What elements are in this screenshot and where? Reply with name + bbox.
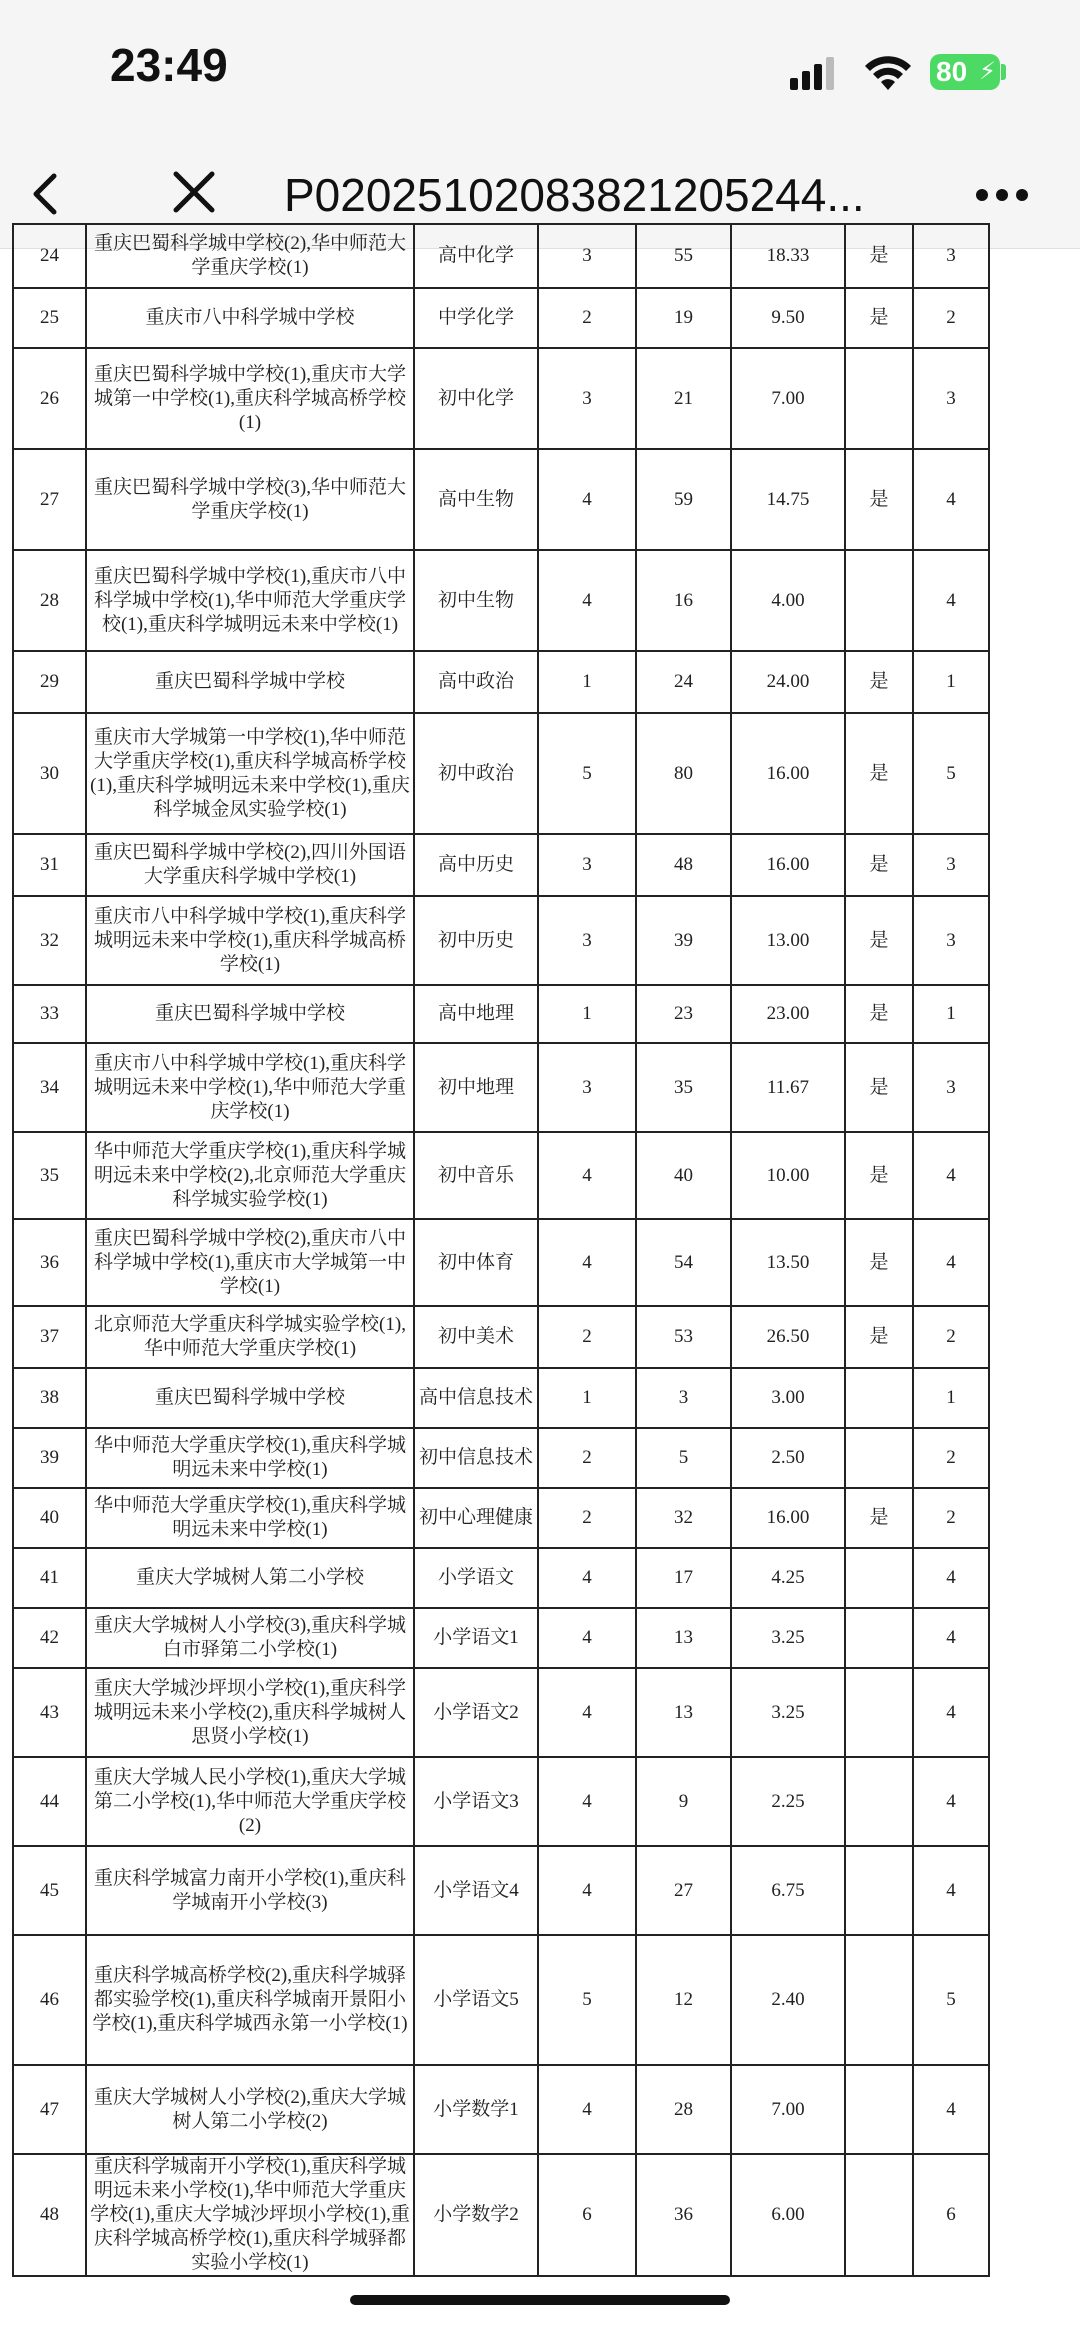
table-row	[13, 1428, 989, 1488]
positions-cell: 4	[538, 1757, 636, 1846]
row-number-cell: 39	[13, 1428, 86, 1488]
subject-cell: 初中历史	[414, 896, 538, 985]
ratio-cell: 14.75	[731, 449, 845, 550]
subject-cell: 高中化学	[414, 224, 538, 288]
applicants-cell: 13	[636, 1608, 731, 1668]
subject-cell: 初中化学	[414, 348, 538, 449]
positions-cell: 4	[538, 1132, 636, 1219]
subject-cell: 初中生物	[414, 550, 538, 651]
ratio-cell: 4.25	[731, 1548, 845, 1608]
charging-bolt-icon: ⚡	[979, 58, 996, 85]
school-list-cell: 重庆巴蜀科学城中学校(3),华中师范大学重庆学校(1)	[86, 449, 414, 550]
subject-cell: 高中信息技术	[414, 1368, 538, 1428]
competition-flag-cell	[845, 2154, 913, 2276]
hire-count-cell: 4	[913, 1132, 989, 1219]
row-number-cell: 26	[13, 348, 86, 449]
school-list-cell: 重庆大学城人民小学校(1),重庆大学城第二小学校(1),华中师范大学重庆学校(2)	[86, 1757, 414, 1846]
status-time: 23:49	[110, 39, 228, 91]
ratio-cell: 11.67	[731, 1043, 845, 1132]
school-list-cell: 重庆大学城沙坪坝小学校(1),重庆科学城明远未来小学校(2),重庆科学城树人思贤小学校(1)	[86, 1668, 414, 1757]
applicants-cell: 80	[636, 713, 731, 834]
page-title: P0202510208382120524​4...	[284, 169, 865, 221]
positions-cell: 4	[538, 1846, 636, 1935]
hire-count-cell: 1	[913, 1368, 989, 1428]
row-number-cell: 24	[13, 224, 86, 288]
subject-cell: 高中历史	[414, 834, 538, 896]
hire-count-cell: 4	[913, 449, 989, 550]
competition-flag-cell	[845, 1548, 913, 1608]
competition-flag-cell: 是	[845, 713, 913, 834]
applicants-cell: 3	[636, 1368, 731, 1428]
row-number-cell: 32	[13, 896, 86, 985]
row-number-cell: 29	[13, 651, 86, 713]
positions-cell: 5	[538, 1935, 636, 2065]
table-row	[13, 2154, 989, 2276]
subject-cell: 初中音乐	[414, 1132, 538, 1219]
row-number-cell: 42	[13, 1608, 86, 1668]
hire-count-cell: 3	[913, 348, 989, 449]
ratio-cell: 23.00	[731, 985, 845, 1043]
school-list-cell: 重庆市八中科学城中学校(1),重庆科学城明远未来中学校(1),华中师范大学重庆学校(1)	[86, 1043, 414, 1132]
row-number-cell: 43	[13, 1668, 86, 1757]
competition-flag-cell: 是	[845, 896, 913, 985]
subject-cell: 初中信息技术	[414, 1428, 538, 1488]
subject-cell: 小学语文4	[414, 1846, 538, 1935]
applicants-cell: 5	[636, 1428, 731, 1488]
table-row	[13, 985, 989, 1043]
school-list-cell: 重庆巴蜀科学城中学校	[86, 985, 414, 1043]
status-bar	[0, 0, 1080, 140]
competition-flag-cell: 是	[845, 1488, 913, 1548]
competition-flag-cell	[845, 1368, 913, 1428]
subject-cell: 小学数学1	[414, 2065, 538, 2154]
school-list-cell: 重庆科学城高桥学校(2),重庆科学城驿都实验学校(1),重庆科学城南开景阳小学校(1),重庆科学城西永第一小学校(1)	[86, 1935, 414, 2065]
subject-cell: 小学语文	[414, 1548, 538, 1608]
hire-count-cell: 4	[913, 1219, 989, 1306]
school-list-cell: 华中师范大学重庆学校(1),重庆科学城明远未来中学校(1)	[86, 1488, 414, 1548]
row-number-cell: 25	[13, 288, 86, 348]
positions-cell: 4	[538, 449, 636, 550]
school-list-cell: 重庆市八中科学城中学校(1),重庆科学城明远未来中学校(1),重庆科学城高桥学校(1)	[86, 896, 414, 985]
table-row	[13, 896, 989, 985]
school-list-cell: 重庆科学城富力南开小学校(1),重庆科学城南开小学校(3)	[86, 1846, 414, 1935]
row-number-cell: 31	[13, 834, 86, 896]
applicants-cell: 23	[636, 985, 731, 1043]
table-row	[13, 1935, 989, 2065]
applicants-cell: 53	[636, 1306, 731, 1368]
ratio-cell: 16.00	[731, 834, 845, 896]
subject-cell: 小学语文1	[414, 1608, 538, 1668]
row-number-cell: 41	[13, 1548, 86, 1608]
competition-flag-cell: 是	[845, 1219, 913, 1306]
hire-count-cell: 2	[913, 288, 989, 348]
subject-cell: 高中生物	[414, 449, 538, 550]
positions-cell: 4	[538, 2065, 636, 2154]
school-list-cell: 华中师范大学重庆学校(1),重庆科学城明远未来中学校(2),北京师范大学重庆科学城实验学校(1)	[86, 1132, 414, 1219]
competition-flag-cell: 是	[845, 985, 913, 1043]
hire-count-cell: 3	[913, 1043, 989, 1132]
positions-cell: 1	[538, 651, 636, 713]
subject-cell: 初中地理	[414, 1043, 538, 1132]
school-list-cell: 重庆巴蜀科学城中学校	[86, 1368, 414, 1428]
ratio-cell: 16.00	[731, 1488, 845, 1548]
ratio-cell: 7.00	[731, 348, 845, 449]
table-row	[13, 1846, 989, 1935]
ratio-cell: 10.00	[731, 1132, 845, 1219]
row-number-cell: 37	[13, 1306, 86, 1368]
positions-cell: 1	[538, 985, 636, 1043]
ratio-cell: 4.00	[731, 550, 845, 651]
table-row	[13, 288, 989, 348]
positions-cell: 2	[538, 1306, 636, 1368]
document-viewer[interactable]	[0, 233, 1080, 2337]
hire-count-cell: 3	[913, 896, 989, 985]
table-row	[13, 1548, 989, 1608]
cellular-signal-icon	[788, 56, 838, 92]
hire-count-cell: 6	[913, 2154, 989, 2276]
applicants-cell: 17	[636, 1548, 731, 1608]
school-list-cell: 重庆大学城树人小学校(2),重庆大学城树人第二小学校(2)	[86, 2065, 414, 2154]
competition-flag-cell: 是	[845, 1043, 913, 1132]
applicants-cell: 16	[636, 550, 731, 651]
row-number-cell: 46	[13, 1935, 86, 2065]
row-number-cell: 30	[13, 713, 86, 834]
applicants-cell: 9	[636, 1757, 731, 1846]
subject-cell: 初中美术	[414, 1306, 538, 1368]
school-list-cell: 华中师范大学重庆学校(1),重庆科学城明远未来中学校(1)	[86, 1428, 414, 1488]
ratio-cell: 16.00	[731, 713, 845, 834]
subject-cell: 高中地理	[414, 985, 538, 1043]
table-row	[13, 1219, 989, 1306]
table-row	[13, 224, 989, 288]
hire-count-cell: 4	[913, 1548, 989, 1608]
applicants-cell: 32	[636, 1488, 731, 1548]
applicants-cell: 28	[636, 2065, 731, 2154]
school-list-cell: 北京师范大学重庆科学城实验学校(1),华中师范大学重庆学校(1)	[86, 1306, 414, 1368]
hire-count-cell: 5	[913, 1935, 989, 2065]
hire-count-cell: 3	[913, 834, 989, 896]
row-number-cell: 33	[13, 985, 86, 1043]
hire-count-cell: 1	[913, 651, 989, 713]
ratio-cell: 24.00	[731, 651, 845, 713]
school-list-cell: 重庆科学城南开小学校(1),重庆科学城明远未来小学校(1),华中师范大学重庆学校(1),重庆大学城沙坪坝小学校(1),重庆科学城高桥学校(1),重庆科学城驿都实验小学校(1)	[86, 2154, 414, 2276]
competition-flag-cell	[845, 348, 913, 449]
positions-cell: 4	[538, 1608, 636, 1668]
positions-cell: 2	[538, 1488, 636, 1548]
competition-flag-cell	[845, 550, 913, 651]
positions-cell: 2	[538, 288, 636, 348]
battery-tip	[1001, 64, 1006, 80]
competition-flag-cell: 是	[845, 1132, 913, 1219]
hire-count-cell: 4	[913, 1846, 989, 1935]
table-row	[13, 1757, 989, 1846]
competition-flag-cell	[845, 1428, 913, 1488]
table-row	[13, 550, 989, 651]
applicants-cell: 59	[636, 449, 731, 550]
table-row	[13, 1668, 989, 1757]
row-number-cell: 35	[13, 1132, 86, 1219]
row-number-cell: 44	[13, 1757, 86, 1846]
row-number-cell: 38	[13, 1368, 86, 1428]
school-list-cell: 重庆巴蜀科学城中学校	[86, 651, 414, 713]
ratio-cell: 6.75	[731, 1846, 845, 1935]
positions-cell: 6	[538, 2154, 636, 2276]
competition-flag-cell: 是	[845, 651, 913, 713]
school-list-cell: 重庆大学城树人第二小学校	[86, 1548, 414, 1608]
table-row	[13, 1306, 989, 1368]
positions-cell: 4	[538, 1219, 636, 1306]
more-options-icon[interactable]	[972, 170, 1032, 220]
close-icon[interactable]	[166, 164, 222, 220]
school-list-cell: 重庆市八中科学城中学校	[86, 288, 414, 348]
hire-count-cell: 4	[913, 1608, 989, 1668]
positions-cell: 3	[538, 834, 636, 896]
back-icon[interactable]	[20, 166, 76, 222]
subject-cell: 中学化学	[414, 288, 538, 348]
hire-count-cell: 4	[913, 2065, 989, 2154]
ratio-cell: 9.50	[731, 288, 845, 348]
hire-count-cell: 4	[913, 550, 989, 651]
applicants-cell: 12	[636, 1935, 731, 2065]
applicants-cell: 36	[636, 2154, 731, 2276]
ratio-cell: 7.00	[731, 2065, 845, 2154]
table-row	[13, 1132, 989, 1219]
school-list-cell: 重庆巴蜀科学城中学校(1),重庆市大学城第一中学校(1),重庆科学城高桥学校(1)	[86, 348, 414, 449]
table-row	[13, 1608, 989, 1668]
subject-cell: 初中心理健康	[414, 1488, 538, 1548]
row-number-cell: 45	[13, 1846, 86, 1935]
table-row	[13, 449, 989, 550]
ratio-cell: 3.00	[731, 1368, 845, 1428]
ratio-cell: 26.50	[731, 1306, 845, 1368]
applicants-cell: 27	[636, 1846, 731, 1935]
hire-count-cell: 4	[913, 1668, 989, 1757]
hire-count-cell: 2	[913, 1428, 989, 1488]
ratio-cell: 13.00	[731, 896, 845, 985]
ratio-cell: 2.40	[731, 1935, 845, 2065]
positions-cell: 1	[538, 1368, 636, 1428]
competition-flag-cell: 是	[845, 834, 913, 896]
ratio-cell: 3.25	[731, 1608, 845, 1668]
school-list-cell: 重庆巴蜀科学城中学校(2),四川外国语大学重庆科学城中学校(1)	[86, 834, 414, 896]
battery-indicator	[930, 54, 1000, 90]
competition-flag-cell: 是	[845, 224, 913, 288]
positions-cell: 3	[538, 896, 636, 985]
row-number-cell: 34	[13, 1043, 86, 1132]
row-number-cell: 27	[13, 449, 86, 550]
table-row	[13, 1043, 989, 1132]
applicants-cell: 24	[636, 651, 731, 713]
positions-cell: 2	[538, 1428, 636, 1488]
subject-cell: 小学语文3	[414, 1757, 538, 1846]
competition-flag-cell: 是	[845, 449, 913, 550]
competition-flag-cell: 是	[845, 288, 913, 348]
subject-cell: 小学语文5	[414, 1935, 538, 2065]
school-list-cell: 重庆市大学城第一中学校(1),华中师范大学重庆学校(1),重庆科学城高桥学校(1),重庆科学城明远未来中学校(1),重庆科学城金凤实验学校(1)	[86, 713, 414, 834]
table-row	[13, 1488, 989, 1548]
ratio-cell: 3.25	[731, 1668, 845, 1757]
ratio-cell: 2.50	[731, 1428, 845, 1488]
table-row	[13, 2065, 989, 2154]
school-list-cell: 重庆巴蜀科学城中学校(2),华中师范大学重庆学校(1)	[86, 224, 414, 288]
row-number-cell: 40	[13, 1488, 86, 1548]
school-list-cell: 重庆大学城树人小学校(3),重庆科学城白市驿第二小学校(1)	[86, 1608, 414, 1668]
subject-cell: 初中政治	[414, 713, 538, 834]
competition-flag-cell: 是	[845, 1306, 913, 1368]
positions-cell: 4	[538, 550, 636, 651]
positions-cell: 3	[538, 348, 636, 449]
wifi-icon	[862, 52, 914, 92]
applicants-cell: 13	[636, 1668, 731, 1757]
applicants-cell: 21	[636, 348, 731, 449]
ratio-cell: 13.50	[731, 1219, 845, 1306]
row-number-cell: 47	[13, 2065, 86, 2154]
competition-flag-cell	[845, 1757, 913, 1846]
positions-cell: 3	[538, 1043, 636, 1132]
table-row	[13, 834, 989, 896]
competition-flag-cell	[845, 2065, 913, 2154]
row-number-cell: 36	[13, 1219, 86, 1306]
competition-flag-cell	[845, 1608, 913, 1668]
subject-cell: 小学语文2	[414, 1668, 538, 1757]
ratio-cell: 2.25	[731, 1757, 845, 1846]
applicants-cell: 39	[636, 896, 731, 985]
home-indicator	[350, 2295, 730, 2305]
applicants-cell: 55	[636, 224, 731, 288]
battery-level: 80	[936, 56, 968, 87]
positions-cell: 5	[538, 713, 636, 834]
ratio-cell: 18.33	[731, 224, 845, 288]
hire-count-cell: 4	[913, 1757, 989, 1846]
applicants-cell: 35	[636, 1043, 731, 1132]
applicants-cell: 48	[636, 834, 731, 896]
applicants-cell: 40	[636, 1132, 731, 1219]
hire-count-cell: 5	[913, 713, 989, 834]
row-number-cell: 28	[13, 550, 86, 651]
positions-cell: 3	[538, 224, 636, 288]
subject-cell: 高中政治	[414, 651, 538, 713]
school-list-cell: 重庆巴蜀科学城中学校(2),重庆市八中科学城中学校(1),重庆市大学城第一中学校(1)	[86, 1219, 414, 1306]
row-number-cell: 48	[13, 2154, 86, 2276]
hire-count-cell: 2	[913, 1488, 989, 1548]
competition-flag-cell	[845, 1846, 913, 1935]
competition-flag-cell	[845, 1668, 913, 1757]
applicants-cell: 54	[636, 1219, 731, 1306]
positions-cell: 4	[538, 1548, 636, 1608]
table-row	[13, 713, 989, 834]
hire-count-cell: 2	[913, 1306, 989, 1368]
hire-count-cell: 3	[913, 224, 989, 288]
positions-cell: 4	[538, 1668, 636, 1757]
school-list-cell: 重庆巴蜀科学城中学校(1),重庆市八中科学城中学校(1),华中师范大学重庆学校(1),重庆科学城明远未来中学校(1)	[86, 550, 414, 651]
ratio-cell: 6.00	[731, 2154, 845, 2276]
applicants-cell: 19	[636, 288, 731, 348]
hire-count-cell: 1	[913, 985, 989, 1043]
table-row	[13, 651, 989, 713]
subject-cell: 小学数学2	[414, 2154, 538, 2276]
table-row	[13, 348, 989, 449]
competition-flag-cell	[845, 1935, 913, 2065]
recruitment-table	[12, 223, 990, 2277]
subject-cell: 初中体育	[414, 1219, 538, 1306]
table-row	[13, 1368, 989, 1428]
